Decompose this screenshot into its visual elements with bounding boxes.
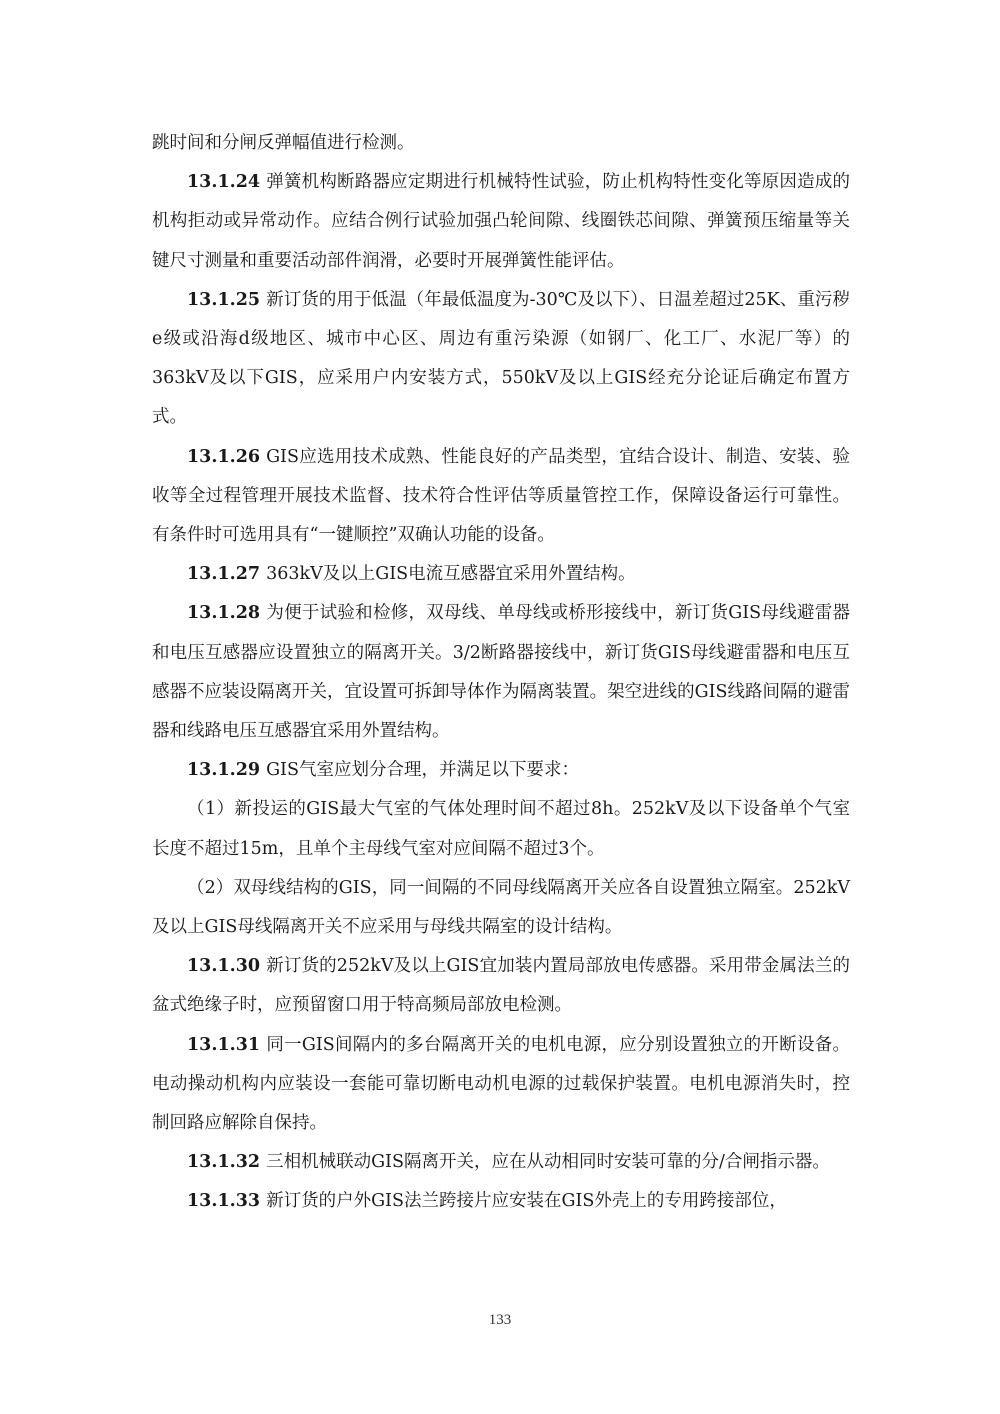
paragraph-text: 为便于试验和检修，双母线、单母线或桥形接线中，新订货GIS母线避雷器和电压互感器应设置独立的隔离开关。3/2断路器接线中，新订货GIS母线避雷器和电压互感器不应装设隔离开关，宜设置可拆卸导体作为隔离装置。架空进线的GIS线路间隔的避雷器和线路电压互感器宜采用外置结构。 [152, 603, 850, 742]
paragraph-text: 三相机械联动GIS隔离开关，应在从动相同时安装可靠的分/合闸指示器。 [266, 1152, 830, 1173]
paragraph [152, 438, 850, 556]
clause-number: 13.1.33 [187, 1191, 261, 1212]
paragraph-text: 新订货的252kV及以上GIS宜加装内置局部放电传感器。采用带金属法兰的盆式绝缘子时，应预留窗口用于特高频局部放电检测。 [152, 956, 850, 1016]
paragraph-text: GIS气室应划分合理，并满足以下要求： [266, 760, 579, 781]
paragraph [152, 281, 850, 438]
clause-number: 13.1.25 [187, 289, 261, 310]
paragraph-text: 同一GIS间隔内的多台隔离开关的电机电源，应分别设置独立的开断设备。电动操动机构内应装设一套能可靠切断电动机电源的过载保护装置。电机电源消失时，控制回路应解除自保持。 [152, 1034, 850, 1134]
clause-number: 13.1.28 [187, 603, 261, 624]
clause-number: 13.1.29 [187, 760, 261, 781]
paragraph-text: 新订货的户外GIS法兰跨接片应安装在GIS外壳上的专用跨接部位， [266, 1191, 787, 1212]
paragraph [152, 1026, 850, 1144]
clause-number: 13.1.26 [187, 446, 261, 467]
list-item [152, 869, 850, 947]
paragraph-text: （1）新投运的GIS最大气室的气体处理时间不超过8h。252kV及以下设备单个气室长度不超过15m，且单个主母线气室对应间隔不超过3个。 [152, 799, 850, 859]
clause-number: 13.1.27 [187, 564, 261, 585]
list-item [152, 790, 850, 868]
paragraph [152, 1143, 850, 1182]
paragraph [152, 163, 850, 281]
clause-number: 13.1.24 [187, 172, 261, 193]
paragraph-text: 新订货的用于低温（年最低温度为-30℃及以下）、日温差超过25K、重污秽e级或沿海d级地区、城市中心区、周边有重污染源（如钢厂、化工厂、水泥厂等）的363kV及以下GIS，应采用户内安装方式，550kV及以上GIS经充分论证后确定布置方式。 [152, 289, 850, 428]
paragraph [152, 594, 850, 751]
clause-number: 13.1.32 [187, 1152, 261, 1173]
clause-number: 13.1.30 [187, 956, 261, 977]
page-number: 133 [488, 1312, 512, 1328]
paragraph-text: 弹簧机构断路器应定期进行机械特性试验，防止机构特性变化等原因造成的机构拒动或异常动作。应结合例行试验加强凸轮间隙、线圈铁芯间隙、弹簧预压缩量等关键尺寸测量和重要活动部件润滑，必要时开展弹簧性能评估。 [152, 172, 850, 271]
clause-number: 13.1.31 [187, 1034, 261, 1055]
paragraph [152, 1182, 850, 1221]
paragraph-text: 363kV及以上GIS电流互感器宜采用外置结构。 [266, 564, 636, 585]
paragraph [152, 555, 850, 594]
paragraph-text: 跳时间和分闸反弹幅值进行检测。 [152, 133, 415, 153]
document-body [152, 124, 850, 1222]
paragraph [152, 751, 850, 790]
paragraph [152, 124, 850, 163]
paragraph-text: GIS应选用技术成熟、性能良好的产品类型，宜结合设计、制造、安装、验收等全过程管理开展技术监督、技术符合性评估等质量管控工作，保障设备运行可靠性。有条件时可选用具有“一键顺控”双确认功能的设备。 [152, 446, 850, 546]
paragraph [152, 947, 850, 1025]
paragraph-text: （2）双母线结构的GIS，同一间隔的不同母线隔离开关应各自设置独立隔室。252kV及以上GIS母线隔离开关不应采用与母线共隔室的设计结构。 [152, 877, 850, 938]
